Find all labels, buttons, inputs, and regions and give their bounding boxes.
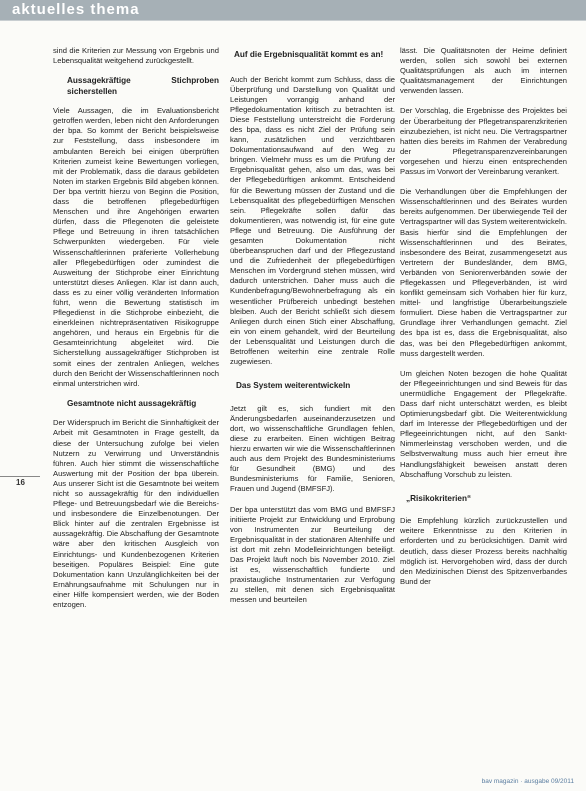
subheading-gesamtnote: Gesamtnote nicht aussagekräftig [67, 398, 197, 408]
page-number-rule [0, 476, 40, 477]
paragraph: Auch der Bericht kommt zum Schluss, dass die Überprüfung und Darstellung von Qualität und Leistungen vorrangig anhand der Pflegedokumentation kritisch zu betrachten ist. Diese Feststellung unterstreicht die Forderung des bpa, dass es nicht Ziel der Prüfung sein kann, zusätzlichen und verzichtbaren Dokumentationsaufwand auf den Weg zu bringen. Vielmehr muss es um die Prüfung der Ergebnisqualität gehen, also um das, was bei der Pflegebedürftigen ankommt. Entscheidend für die Bewertung müssen der Zustand und die Lebensqualität des pflegebedürftigen Menschen sein. Pflegekräfte sollen dafür das dokumentieren, was notwendig ist, für eine gute Pflege und Betreuung. Die Ausführung der gesamten Dokumentation nicht überbeanspruchen darf und der Pflegezustand und die Zufriedenheit der pflegebedürftigen Menschen im Vordergrund stehen müssen, wird dadurch unterstrichen. Daher muss auch die Kundenbefragung/Bewohnerbefragung als ein wesentlicher Prüfbereich unbedingt bestehen bleiben. Auch der Bericht schließt sich diesem Anliegen durch einen Stich einer Abschaffung, ein von einem gehandelt, wird der Beurteilung der Lebensqualität und Leistungen durch die Betroffenen weiterhin eine zentrale Rolle zugewiesen. [230, 74, 395, 367]
paragraph: lässt. Die Qualitätsnoten der Heime definiert werden, sollen sich sowohl bei externen Qualitätsprüfungen als auch im internen Qualitätsmanagement der Einrichtungen verwenden lassen. [400, 46, 567, 96]
column-2 [230, 50, 395, 606]
spacer [230, 495, 395, 505]
column-1 [53, 46, 219, 610]
spacer [400, 177, 567, 187]
header-divider [0, 20, 586, 21]
paragraph: Viele Aussagen, die im Evaluationsbericht getroffen werden, leben nicht den Anforderungen der bpa. So kommt der Bericht beispielsweise zur Feststellung, dass insbesondere im ambulanten Bereich bei einigen überprüften Kriterien zumeist keine Bewertungen vorliegen, mit der Problematik, dass die daraus gebildeten Noten im starken Ergebnis Bild abgeben können. Der bpa vertritt hierzu von Beginn die Position, dass die betroffenen pflegebedürftigen Menschen und ihre Angehörigen erwarten dürfen, dass die Pflegenoten die geleistete Pflege und Betreuung in ihren tatsächlichen Schwerpunkten wiedergeben. Für viele Wissenschaftlerinnen präferierte Vollerhebung aller Pflegebedürftigen oder zumindest die Ausweitung der Stichprobe einer Einrichtung unterstützt dieses Anliegen. Klar ist dann auch, dass es zu einer völlig veränderten Information führt, wenn die Bewertung statistisch im Pflegedienst in die Stichprobe einbezieht, die einerkleinen nichtrepräsentativen Risikogruppe angehören, und heraus ein Ergebnis für die Gesamteinrichtung abgeleitet wird. Die Sicherstellung aussagekräftiger Stichproben ist somit eines der zentralen Anliegen, welches durch den Bericht der Wissenschaftlerinnen noch einmal unterstrichen wird. [53, 106, 219, 388]
page-number: 16 [16, 478, 25, 487]
paragraph: Die Empfehlung kürzlich zurückzustellen und weitere Erkenntnisse zu den Kriterien in erforderten und zu berücksichtigen. Damit wird deutlich, dass dieser Prozess bereits nachhaltig möglich ist. Hervorgehoben wird, dass der durch den Medizinischen Dienst des Spitzenverbandes Bund der [400, 516, 567, 586]
subheading-risikokriterien: „Risikokriterien“ [406, 493, 472, 503]
spacer [400, 359, 567, 369]
section-header-bar [0, 0, 586, 20]
subheading-stichproben: Aussagekräftige Stichproben sicherstellen [67, 76, 219, 96]
paragraph: Der Vorschlag, die Ergebnisse des Projektes bei der Überarbeitung der Pflegetransparenzkriterien einzubeziehen, ist nicht neu. Die Vertragspartner hatten dies bereits im Rahmen der Verabredung der Pflegetransparenzvereinbarungen vorgesehen und hierzu einen entsprechenden Passus im Vorwort der Vereinbarung verankert. [400, 106, 567, 177]
column-3 [400, 46, 567, 587]
section-title: aktuelles thema [12, 1, 140, 18]
paragraph: Der Widerspruch im Bericht die Sinnhaftigkeit der Arbeit mit Gesamtnoten in Frage gestellt, da diese der Untersuchung zufolge bei vielen Nutzern zu Verwirrung und Unverständnis führen. Auch hier stimmt die wissenschaftliche Auswertung mit der Position der bpa überein. Aus unserer Sicht ist die Gesamtnote bei weitem nicht so aussagekräftig für den individuellen Pflege- und Betreuungsbedarf wie die Bereichs- und insbesondere die Einzelbenotungen. Der Blick hinter auf die zentralen Ergebnisse ist aussagekräftig. Die Abschaffung der Gesamtnote wäre aber den kritischen Ausgleich von Einrichtungs- und Kundenbezogenen Kriterien beseitigen. Populäres Beispiel: Eine gute Dokumentation kann Unzulänglichkeiten bei der Ernährungsaufnahme mit Schulungen nur in einer Hilfe kompensiert werden, wie der Boden entzogen. [53, 418, 219, 609]
intro-paragraph: sind die Kriterien zur Messung von Ergebnis und Lebensqualität weitgehend zurückgestellt. [53, 46, 219, 66]
paragraph: Um gleichen Noten bezogen die hohe Qualität der Pflegeeinrichtungen und sind Beweis für das unermüdliche Engagement der Pflegekräfte. Dass darf nicht unterschätzt werden, es bleibt Optimierungsbedarf gibt. Die Weiterentwicklung darf im Interesse der Pflegebedürftigen und der Pflegeeinrichtungen nicht, auf den Sankt-Nimmerleinstag verschoben werden, und die Selbstverwaltung muss auch hier erneut ihre Handlungsfähigkeit beweisen anstatt deren Abschaffung Vorschub zu leisten. [400, 368, 567, 479]
subheading-ergebnisqualitaet: Auf die Ergebnisqualität kommt es an! [234, 50, 384, 59]
footer-caption: bav magazin · ausgabe 09/2011 [481, 778, 574, 785]
spacer [400, 96, 567, 106]
paragraph: Jetzt gilt es, sich fundiert mit den Änderungsbedarfen auseinanderzusetzen und dort, wo wissenschaftliche Grundlagen fehlen, diese zu erarbeiten. Einen wichtigen Beitrag hierzu erwarten wir wie die Wissenschaftlerinnen auch aus dem Projekt des Bundesministeriums für Gesundheit (BMG) und des Bundesministeriums für Familie, Senioren, Frauen und Jugend (BMFSFJ). [230, 403, 395, 494]
paragraph: Die Verhandlungen über die Empfehlungen der Wissenschaftlerinnen und des Beirates wurden bereits aufgenommen. Der überwiegende Teil der Vertragspartner will das System weiterentwickeln. Basis hierfür sind die Empfehlungen der Wissenschaftlerinnen und des Beirates, insbesondere des Beirat, zusammengesetzt aus Vertretern der Bundesländer, dem BMG, Verbänden von Seniorenverbänden sowie der Pflegekassen und Pflegeverbänden, ist wird konflikt gemeinsam sich Vorhaben hier für kurz, mittel- und langfristige Überarbeitungsziele formuliert. Diese haben die Vertragspartner zur Grundlage ihrer Verhandlungen gemacht. Ziel des bpa ist es, dass die Ergebnisqualität, also das, was bei den Pflegebedürftigen ankommt, muss dargestellt werden. [400, 187, 567, 358]
paragraph: Der bpa unterstützt das vom BMG und BMFSFJ initiierte Projekt zur Entwicklung und Erprobung von Instrumenten zur Beurteilung der Ergebnisqualität in der stationären Altenhilfe und ist dort mit zehn Modelleinrichtungen beteiligt. Das Projekt läuft noch bis November 2010. Ziel ist es, wissenschaftlich fundierte und praxistaugliche Instrumentarien zur Verfügung zu stellen, mit denen sich Ergebnisqualität messen und beurteilen [230, 504, 395, 605]
subheading-system: Das System weiterentwickeln [236, 381, 351, 391]
